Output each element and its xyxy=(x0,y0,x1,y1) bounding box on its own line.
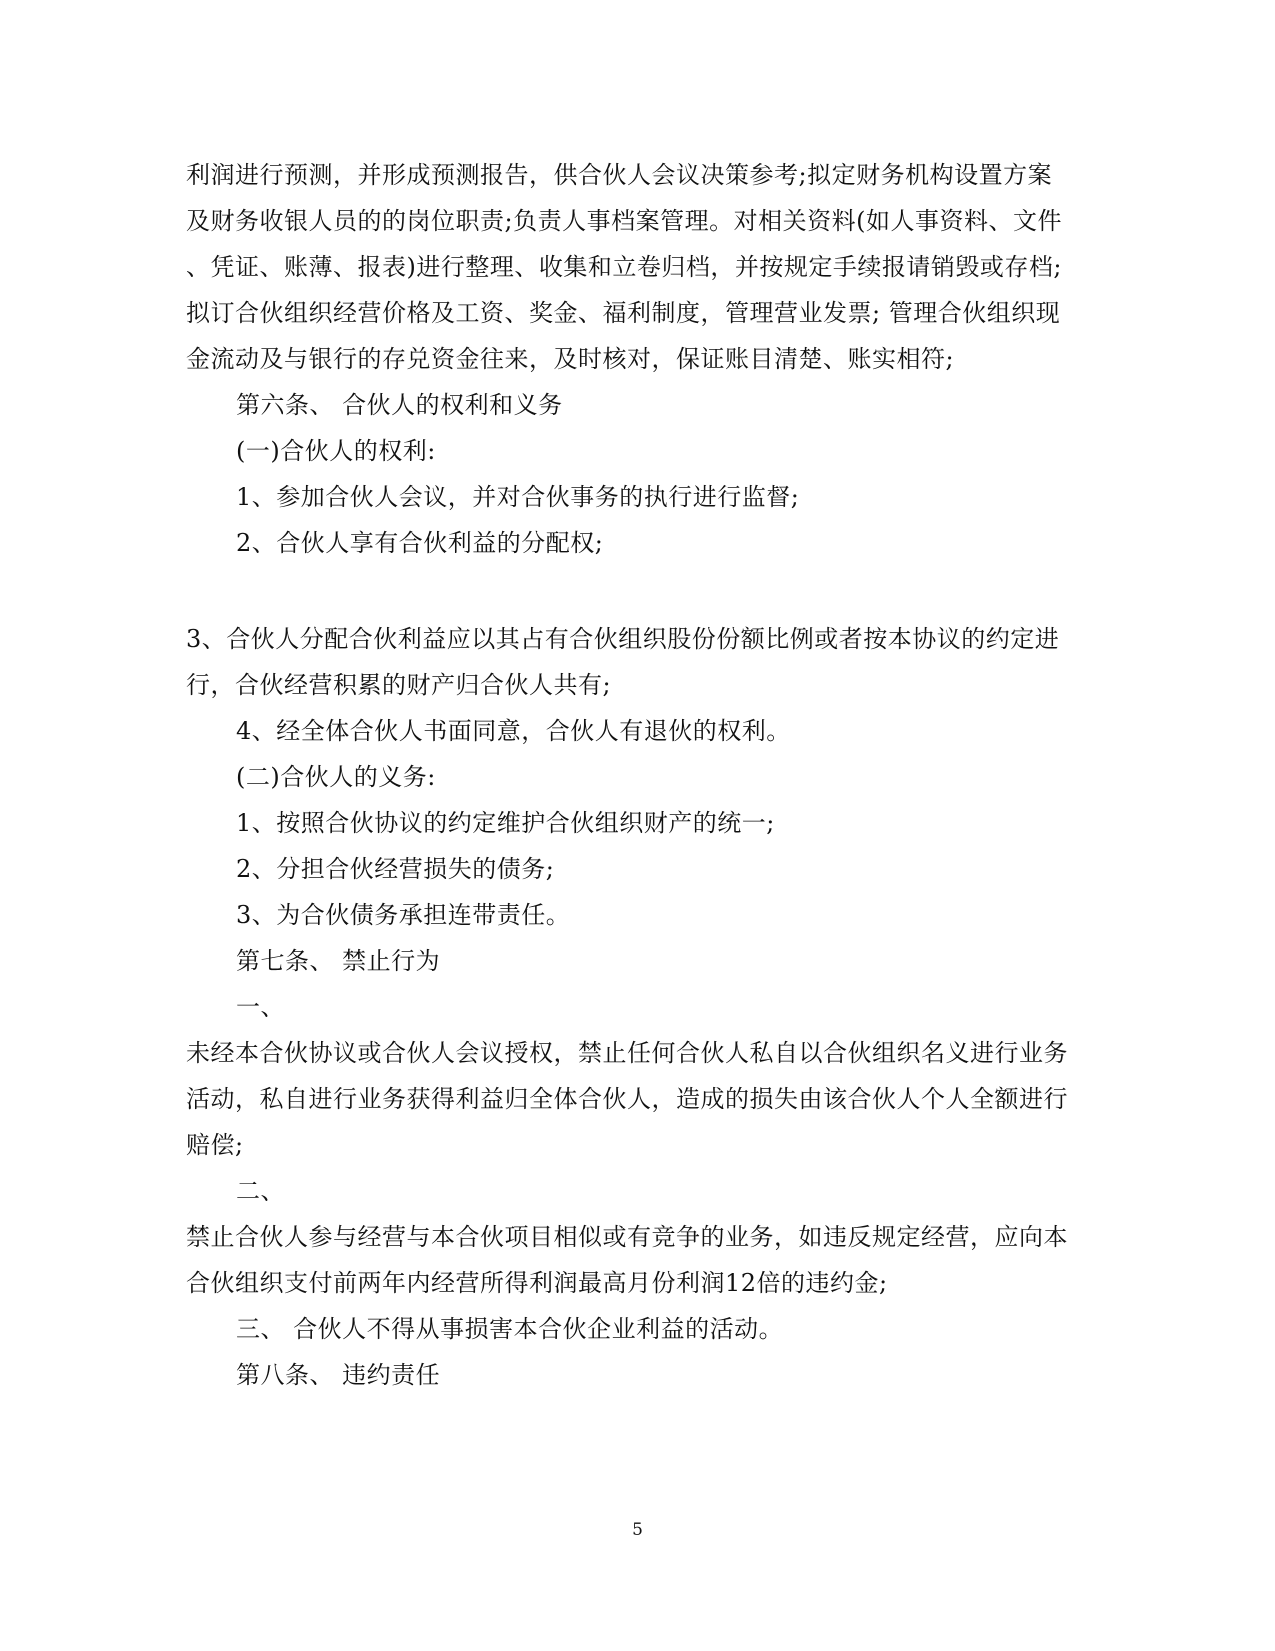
body-text-line: 赔偿; xyxy=(186,1131,244,1159)
article-eight-heading: 第八条、 违约责任 xyxy=(236,1361,441,1389)
article-six-heading: 第六条、 合伙人的权利和义务 xyxy=(236,391,563,419)
clause-three: 三、 合伙人不得从事损害本合伙企业利益的活动。 xyxy=(236,1315,784,1343)
body-text-line: 合伙组织支付前两年内经营所得利润最高月份利润12倍的违约金; xyxy=(186,1269,888,1297)
list-item: 1、按照合伙协议的约定维护合伙组织财产的统一; xyxy=(236,809,775,837)
body-text-line: 、凭证、账薄、报表)进行整理、收集和立卷归档，并按规定手续报请销毁或存档; xyxy=(186,253,1062,281)
body-text-line: 及财务收银人员的的岗位职责;负责人事档案管理。对相关资料(如人事资料、文件 xyxy=(186,207,1062,235)
body-text-line: 行，合伙经营积累的财产归合伙人共有; xyxy=(186,671,612,699)
body-text-line: 活动，私自进行业务获得利益归全体合伙人，造成的损失由该合伙人个人全额进行 xyxy=(186,1085,1068,1113)
body-text-line: 利润进行预测，并形成预测报告，供合伙人会议决策参考;拟定财务机构设置方案 xyxy=(186,161,1053,189)
list-item: 3、合伙人分配合伙利益应以其占有合伙组织股份份额比例或者按本协议的约定进 xyxy=(186,625,1060,653)
body-text-line: 禁止合伙人参与经营与本合伙项目相似或有竞争的业务，如违反规定经营，应向本 xyxy=(186,1223,1068,1251)
list-item: 3、为合伙债务承担连带责任。 xyxy=(236,901,571,929)
page-number: 5 xyxy=(632,1520,643,1540)
list-item: 2、合伙人享有合伙利益的分配权; xyxy=(236,529,604,557)
list-item: 1、参加合伙人会议，并对合伙事务的执行进行监督; xyxy=(236,483,800,511)
clause-number: 一、 xyxy=(236,993,285,1021)
rights-subheading: (一)合伙人的权利: xyxy=(236,437,436,465)
body-text-line: 拟订合伙组织经营价格及工资、奖金、福利制度，管理营业发票; 管理合伙组织现 xyxy=(186,299,1061,327)
body-text-line: 金流动及与银行的存兑资金往来，及时核对，保证账目清楚、账实相符; xyxy=(186,345,955,373)
obligations-subheading: (二)合伙人的义务: xyxy=(236,763,436,791)
body-text-line: 未经本合伙协议或合伙人会议授权，禁止任何合伙人私自以合伙组织名义进行业务 xyxy=(186,1039,1068,1067)
list-item: 4、经全体合伙人书面同意，合伙人有退伙的权利。 xyxy=(236,717,791,745)
list-item: 2、分担合伙经营损失的债务; xyxy=(236,855,555,883)
clause-number: 二、 xyxy=(236,1177,285,1205)
article-seven-heading: 第七条、 禁止行为 xyxy=(236,947,441,975)
